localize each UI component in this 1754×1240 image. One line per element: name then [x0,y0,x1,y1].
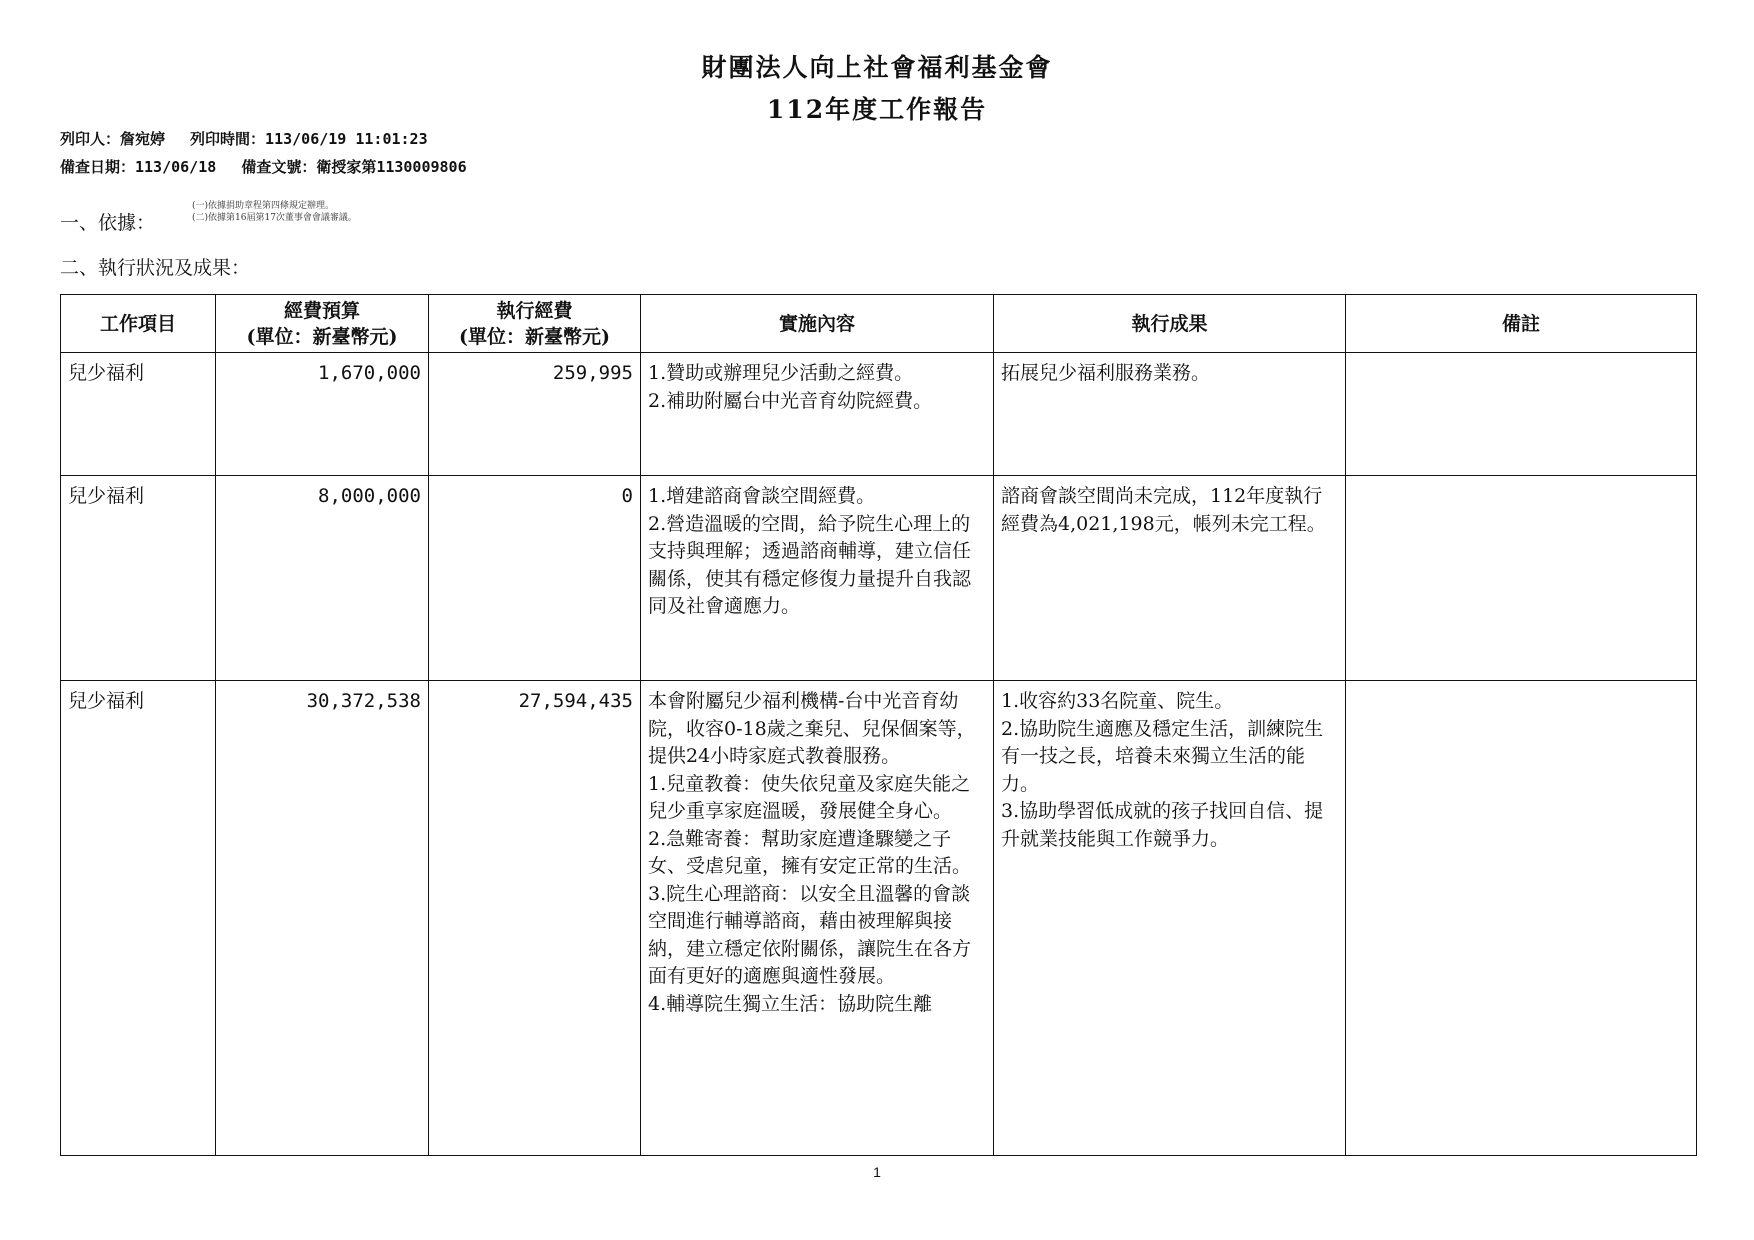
print-time: 列印時間：113/06/19 11:01:23 [190,130,428,148]
page-number: 1 [873,1164,881,1180]
row-item: 兒少福利 [61,476,216,681]
filing-date: 備查日期：113/06/18 [60,158,217,176]
row-content: 1.增建諮商會談空間經費。 2.營造溫暖的空間，給予院生心理上的支持與理解；透過諮商輔導，建立信任關係，使其有穩定修復力量提升自我認同及社會適應力。 [641,476,994,681]
filing-meta [60,156,483,177]
row-budget: 1,670,000 [216,353,429,476]
section-basis-label: 一、依據： [60,212,156,234]
row-content: 1.贊助或辦理兒少活動之經費。 2.補助附屬台中光音育幼院經費。 [641,353,994,476]
work-report-table [60,294,1697,1156]
header-note: 備註 [1346,295,1697,353]
report-title: 112年度工作報告 [766,95,988,124]
org-name: 財團法人向上社會福利基金會 [701,53,1053,82]
header-result: 執行成果 [994,295,1346,353]
section-execution-label: 二、執行狀況及成果： [60,257,251,279]
table-row [61,681,1697,1156]
row-item: 兒少福利 [61,353,216,476]
table-row [61,476,1697,681]
row-spent: 27,594,435 [429,681,641,1156]
row-result: 拓展兒少福利服務業務。 [994,353,1346,476]
header-item: 工作項目 [61,295,216,353]
printed-by: 列印人：詹宛婷 [60,130,166,148]
header-spent: 執行經費 (單位：新臺幣元) [429,295,641,353]
table-row [61,353,1697,476]
row-result: 諮商會談空間尚未完成，112年度執行經費為4,021,198元，帳列未完工程。 [994,476,1346,681]
row-note [1346,681,1697,1156]
row-result: 1.收容約33名院童、院生。 2.協助院生適應及穩定生活，訓練院生有一技之長，培養未來獨立生活的能力。 3.協助學習低成就的孩子找回自信、提升就業技能與工作競爭力。 [994,681,1346,1156]
section-basis-items [192,200,357,224]
row-content: 本會附屬兒少福利機構-台中光音育幼院，收容0-18歲之棄兒、兒保個案等，提供24小時家庭式教養服務。 1.兒童教養：使失依兒童及家庭失能之兒少重享家庭溫暖，發展健全身心。 2.急難寄養：幫助家庭遭逢驟變之子女、受虐兒童，擁有安定正常的生活。 3.院生心理諮商：以安全且溫馨的會談空間進行輔導諮商，藉由被理解與接納，建立穩定依附關係，讓院生在各方面有更好的適應與適性發展。 4.輔導院生獨立生活：協助院生離 [641,681,994,1156]
row-budget: 8,000,000 [216,476,429,681]
print-meta [60,128,444,149]
row-note [1346,476,1697,681]
filing-doc-no: 備查文號：衛授家第1130009806 [241,158,467,176]
row-spent: 259,995 [429,353,641,476]
header-content: 實施內容 [641,295,994,353]
row-note [1346,353,1697,476]
header-budget: 經費預算 (單位：新臺幣元) [216,295,429,353]
row-budget: 30,372,538 [216,681,429,1156]
table-header-row [61,295,1697,353]
basis-item: (二)依據第16屆第17次董事會會議審議。 [192,213,357,223]
basis-item: (一)依據捐助章程第四條規定辦理。 [192,201,335,211]
row-item: 兒少福利 [61,681,216,1156]
row-spent: 0 [429,476,641,681]
